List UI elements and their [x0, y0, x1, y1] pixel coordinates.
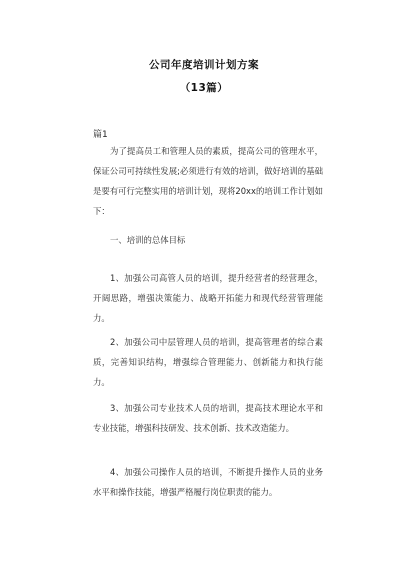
goal-item-3: 3、加强公司专业技术人员的培训，提高技术理论水平和专业技能，增强科技研发、技术创新、技术改造能力。: [93, 403, 323, 433]
goal-item-4: 4、加强公司操作人员的培训，不断提升操作人员的业务水平和操作技能，增强严格履行岗位职责的能力。: [93, 467, 323, 497]
document-title: 公司年度培训计划方案: [149, 59, 259, 71]
goal-item-2: 2、加强公司中层管理人员的培训，提高管理者的综合素质，完善知识结构，增强综合管理能力、创新能力和执行能力。: [93, 337, 323, 387]
document-subtitle: （13篇）: [179, 82, 229, 94]
section-label: 篇1: [93, 130, 108, 140]
section-heading: 一、培训的总体目标: [110, 235, 186, 245]
intro-paragraph: 为了提高员工和管理人员的素质，提高公司的管理水平，保证公司可持续性发展;必须进行有效的培训，做好培训的基础是要有可行完整实用的培训计划，现将20xx的培训工作计划如下：: [93, 146, 323, 216]
goal-item-1: 1、加强公司高管人员的培训，提升经营者的经营理念，开阔思路，增强决策能力、战略开拓能力和现代经营管理能力。: [93, 273, 323, 323]
